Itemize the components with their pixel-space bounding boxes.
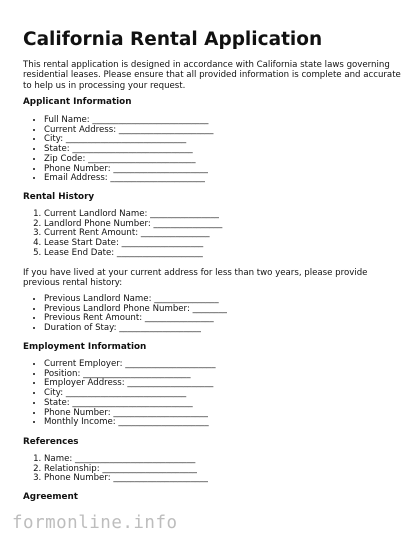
employment-heading: Employment Information: [23, 342, 147, 352]
field-current-landlord-name[interactable]: 1. Current Landlord Name: ________________: [44, 210, 222, 220]
employment-fields-list: [23, 360, 216, 428]
field-state[interactable]: • State: ____________________________: [44, 145, 213, 155]
rental-history-heading: Rental History: [23, 192, 95, 202]
field-position[interactable]: • Position: _________________________: [44, 370, 216, 380]
field-employer-state[interactable]: • State: ____________________________: [44, 399, 216, 409]
field-previous-rent-amount[interactable]: • Previous Rent Amount: ________________: [44, 314, 227, 324]
field-previous-landlord-name[interactable]: • Previous Landlord Name: _______________: [44, 295, 227, 305]
field-lease-start-date[interactable]: 4. Lease Start Date: ___________________: [44, 239, 222, 249]
references-list: [23, 455, 208, 484]
field-employer-address[interactable]: • Employer Address: ____________________: [44, 379, 216, 389]
field-current-employer[interactable]: • Current Employer: _____________________: [44, 360, 216, 370]
field-monthly-income[interactable]: • Monthly Income: _____________________: [44, 418, 216, 428]
field-reference-name[interactable]: 1. Name: ____________________________: [44, 455, 208, 465]
intro-paragraph: This rental application is designed in accordance with California state laws governing residential leases. Please ensure that all provided information is complete and accurate to help us in processing your request.: [23, 60, 401, 91]
field-duration-of-stay[interactable]: • Duration of Stay: ___________________: [44, 324, 227, 334]
field-employer-phone[interactable]: • Phone Number: ______________________: [44, 409, 216, 419]
field-phone-number[interactable]: • Phone Number: ______________________: [44, 165, 213, 175]
field-current-rent-amount[interactable]: 3. Current Rent Amount: ________________: [44, 229, 222, 239]
previous-rental-list: [23, 295, 227, 334]
field-full-name[interactable]: • Full Name: ___________________________: [44, 116, 213, 126]
field-employer-city[interactable]: • City: ____________________________: [44, 389, 216, 399]
field-lease-end-date[interactable]: 5. Lease End Date: ____________________: [44, 249, 222, 259]
field-reference-relationship[interactable]: 2. Relationship: ______________________: [44, 465, 208, 475]
page-title: California Rental Application: [23, 29, 323, 50]
field-email-address[interactable]: • Email Address: ______________________: [44, 174, 213, 184]
field-current-address[interactable]: • Current Address: ______________________: [44, 126, 213, 136]
field-reference-phone[interactable]: 3. Phone Number: ______________________: [44, 474, 208, 484]
rental-history-list: [23, 210, 222, 259]
previous-rental-note: If you have lived at your current address for less than two years, please provide previous rental history:: [23, 268, 368, 289]
field-previous-landlord-phone[interactable]: • Previous Landlord Phone Number: ________: [44, 305, 227, 315]
applicant-fields-list: [23, 116, 213, 184]
references-heading: References: [23, 437, 79, 447]
field-city[interactable]: • City: ____________________________: [44, 135, 213, 145]
applicant-heading: Applicant Information: [23, 97, 132, 107]
field-zip-code[interactable]: • Zip Code: _________________________: [44, 155, 213, 165]
site-watermark: formonline.info: [12, 513, 178, 533]
agreement-heading: Agreement: [23, 492, 78, 502]
field-landlord-phone-number[interactable]: 2. Landlord Phone Number: ________________: [44, 220, 222, 230]
